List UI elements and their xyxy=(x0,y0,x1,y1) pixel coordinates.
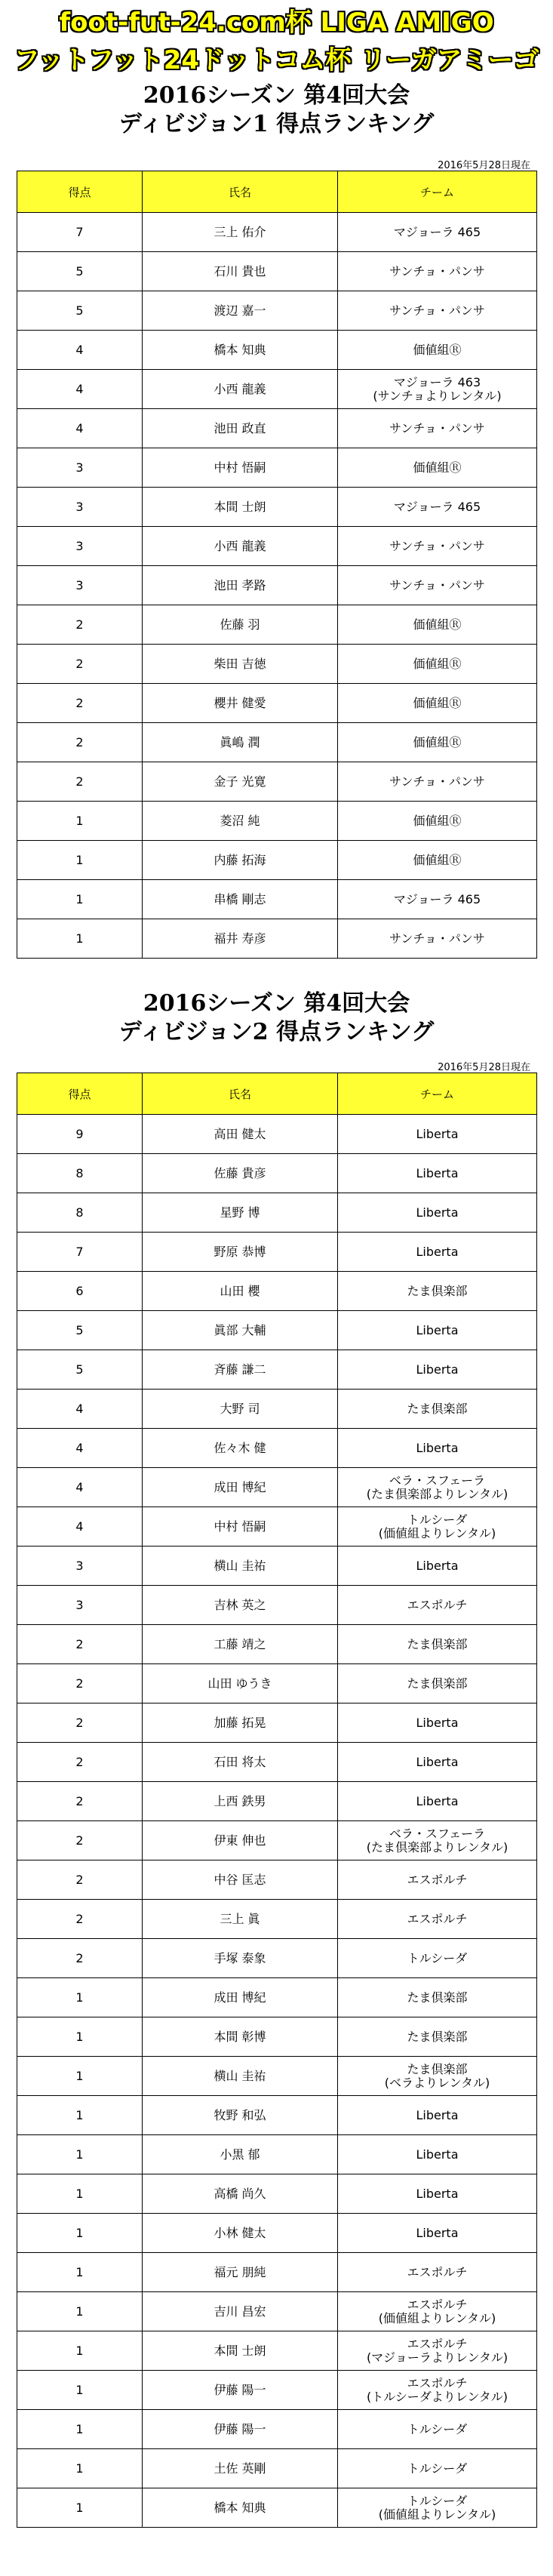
player-name-cell: 佐藤 貴彦 xyxy=(143,1154,338,1193)
team-cell: マジョーラ 465 xyxy=(338,880,537,919)
header-team: チーム xyxy=(338,171,537,213)
player-name-cell: 上西 鉄男 xyxy=(143,1782,338,1821)
team-cell: Liberta xyxy=(338,1703,537,1743)
team-cell: Liberta xyxy=(338,1782,537,1821)
table-row xyxy=(17,1860,537,1900)
player-name-cell: 伊藤 陽一 xyxy=(143,2410,338,2449)
table-row xyxy=(17,2253,537,2292)
header-name: 氏名 xyxy=(143,171,338,213)
goals-cell: 9 xyxy=(17,1115,143,1154)
header-goals: 得点 xyxy=(17,1073,143,1115)
player-name-cell: 星野 博 xyxy=(143,1193,338,1233)
table-row xyxy=(17,1390,537,1429)
goals-cell: 1 xyxy=(17,2017,143,2057)
player-name-cell: 櫻井 健愛 xyxy=(143,684,338,723)
table-row xyxy=(17,331,537,370)
team-cell: Liberta xyxy=(338,2214,537,2253)
goals-cell: 3 xyxy=(17,527,143,566)
table-row xyxy=(17,2292,537,2331)
team-cell: サンチョ・パンサ xyxy=(338,566,537,605)
goals-cell: 1 xyxy=(17,2331,143,2371)
table-row xyxy=(17,1586,537,1625)
team-cell: エスポルチ (マジョーラよりレンタル) xyxy=(338,2331,537,2371)
player-name-cell: 池田 孝路 xyxy=(143,566,338,605)
team-cell: Liberta xyxy=(338,1429,537,1468)
goals-cell: 2 xyxy=(17,605,143,645)
player-name-cell: 小西 龍義 xyxy=(143,370,338,409)
player-name-cell: 眞部 大輔 xyxy=(143,1311,338,1350)
player-name-cell: 金子 光寛 xyxy=(143,762,338,802)
table-row xyxy=(17,2214,537,2253)
goals-cell: 1 xyxy=(17,2371,143,2410)
table-row xyxy=(17,2174,537,2214)
team-cell: エスポルチ xyxy=(338,1586,537,1625)
goals-cell: 8 xyxy=(17,1154,143,1193)
team-cell: 価値組Ⓡ xyxy=(338,645,537,684)
goals-cell: 1 xyxy=(17,802,143,841)
table-row xyxy=(17,409,537,448)
header-team: チーム xyxy=(338,1073,537,1115)
goals-cell: 2 xyxy=(17,1703,143,1743)
table-row xyxy=(17,684,537,723)
team-cell: サンチョ・パンサ xyxy=(338,291,537,331)
table-row xyxy=(17,448,537,488)
player-name-cell: 成田 博紀 xyxy=(143,1978,338,2017)
player-name-cell: 本間 彰博 xyxy=(143,2017,338,2057)
table-row xyxy=(17,1625,537,1664)
team-cell: たま倶楽部 xyxy=(338,2017,537,2057)
player-name-cell: 眞嶋 潤 xyxy=(143,723,338,762)
table-row xyxy=(17,1115,537,1154)
goals-cell: 1 xyxy=(17,1978,143,2017)
goals-cell: 4 xyxy=(17,409,143,448)
team-cell: たま倶楽部 xyxy=(338,1978,537,2017)
team-cell: マジョーラ 465 xyxy=(338,213,537,252)
table-row xyxy=(17,1743,537,1782)
table-row xyxy=(17,2057,537,2096)
team-cell: ベラ・スフェーラ (たま倶楽部よりレンタル) xyxy=(338,1468,537,1507)
team-cell: エスポルチ xyxy=(338,1860,537,1900)
player-name-cell: 本間 士朗 xyxy=(143,488,338,527)
team-cell: ベラ・スフェーラ (たま倶楽部よりレンタル) xyxy=(338,1821,537,1860)
team-cell: Liberta xyxy=(338,2135,537,2174)
table-row xyxy=(17,1782,537,1821)
table-row xyxy=(17,762,537,802)
team-cell: Liberta xyxy=(338,1233,537,1272)
team-cell: Liberta xyxy=(338,1547,537,1586)
team-cell: 価値組Ⓡ xyxy=(338,605,537,645)
banner-line-2: フットフット24ドットコム杯 リーガアミーゴ xyxy=(14,45,539,75)
player-name-cell: 小黒 郁 xyxy=(143,2135,338,2174)
table-row xyxy=(17,370,537,409)
player-name-cell: 石田 将太 xyxy=(143,1743,338,1782)
player-name-cell: 池田 政直 xyxy=(143,409,338,448)
div1-ranking-table xyxy=(17,171,537,959)
header-goals: 得点 xyxy=(17,171,143,213)
player-name-cell: 中村 悟嗣 xyxy=(143,448,338,488)
table-row xyxy=(17,2410,537,2449)
player-name-cell: 工藤 靖之 xyxy=(143,1625,338,1664)
table-row xyxy=(17,1350,537,1390)
goals-cell: 3 xyxy=(17,566,143,605)
table-row xyxy=(17,1193,537,1233)
team-cell: サンチョ・パンサ xyxy=(338,527,537,566)
div1-as-of-date: 2016年5月28日現在 xyxy=(438,160,530,171)
player-name-cell: 菱沼 純 xyxy=(143,802,338,841)
player-name-cell: 横山 圭祐 xyxy=(143,2057,338,2096)
team-cell: Liberta xyxy=(338,1115,537,1154)
team-cell: サンチョ・パンサ xyxy=(338,409,537,448)
table-row xyxy=(17,291,537,331)
table-header-row xyxy=(17,1073,537,1115)
table-row xyxy=(17,1547,537,1586)
player-name-cell: 柴田 吉徳 xyxy=(143,645,338,684)
table-row xyxy=(17,1664,537,1703)
goals-cell: 2 xyxy=(17,1900,143,1939)
table-row xyxy=(17,213,537,252)
goals-cell: 1 xyxy=(17,2135,143,2174)
table-row xyxy=(17,1900,537,1939)
player-name-cell: 小西 龍義 xyxy=(143,527,338,566)
team-cell: たま倶楽部 (ベラよりレンタル) xyxy=(338,2057,537,2096)
goals-cell: 4 xyxy=(17,1468,143,1507)
player-name-cell: 三上 眞 xyxy=(143,1900,338,1939)
team-cell: サンチョ・パンサ xyxy=(338,919,537,959)
div1-title-line-2: ディビジョン1 得点ランキング xyxy=(118,111,435,137)
player-name-cell: 牧野 和弘 xyxy=(143,2096,338,2135)
table-row xyxy=(17,566,537,605)
player-name-cell: 吉林 英之 xyxy=(143,1586,338,1625)
table-row xyxy=(17,880,537,919)
goals-cell: 7 xyxy=(17,213,143,252)
player-name-cell: 三上 佑介 xyxy=(143,213,338,252)
table-row xyxy=(17,1978,537,2017)
table-header-row xyxy=(17,171,537,213)
player-name-cell: 佐々木 健 xyxy=(143,1429,338,1468)
team-cell: Liberta xyxy=(338,1743,537,1782)
team-cell: サンチョ・パンサ xyxy=(338,252,537,291)
table-row xyxy=(17,2331,537,2371)
team-cell: Liberta xyxy=(338,1311,537,1350)
team-cell: サンチョ・パンサ xyxy=(338,762,537,802)
div2-ranking-table xyxy=(17,1073,537,2528)
player-name-cell: 福元 朋純 xyxy=(143,2253,338,2292)
table-row xyxy=(17,2488,537,2528)
goals-cell: 4 xyxy=(17,1507,143,1547)
player-name-cell: 渡辺 嘉一 xyxy=(143,291,338,331)
player-name-cell: 伊藤 陽一 xyxy=(143,2371,338,2410)
player-name-cell: 手塚 泰象 xyxy=(143,1939,338,1978)
goals-cell: 1 xyxy=(17,2057,143,2096)
player-name-cell: 高田 健太 xyxy=(143,1115,338,1154)
table-row xyxy=(17,2017,537,2057)
goals-cell: 1 xyxy=(17,2214,143,2253)
team-cell: エスポルチ xyxy=(338,1900,537,1939)
player-name-cell: 福井 寿彦 xyxy=(143,919,338,959)
goals-cell: 1 xyxy=(17,880,143,919)
team-cell: たま倶楽部 xyxy=(338,1390,537,1429)
goals-cell: 5 xyxy=(17,1350,143,1390)
goals-cell: 4 xyxy=(17,331,143,370)
player-name-cell: 中村 悟嗣 xyxy=(143,1507,338,1547)
player-name-cell: 小林 健太 xyxy=(143,2214,338,2253)
team-cell: 価値組Ⓡ xyxy=(338,802,537,841)
player-name-cell: 土佐 英剛 xyxy=(143,2449,338,2488)
goals-cell: 1 xyxy=(17,2410,143,2449)
team-cell: Liberta xyxy=(338,2174,537,2214)
table-row xyxy=(17,1233,537,1272)
goals-cell: 1 xyxy=(17,2253,143,2292)
table-row xyxy=(17,488,537,527)
goals-cell: 5 xyxy=(17,1311,143,1350)
team-cell: トルシーダ (価値組よりレンタル) xyxy=(338,2488,537,2528)
player-name-cell: 斉藤 謙二 xyxy=(143,1350,338,1390)
goals-cell: 1 xyxy=(17,2292,143,2331)
goals-cell: 4 xyxy=(17,1390,143,1429)
goals-cell: 2 xyxy=(17,1782,143,1821)
goals-cell: 5 xyxy=(17,252,143,291)
table-row xyxy=(17,1468,537,1507)
table-row xyxy=(17,1821,537,1860)
player-name-cell: 中谷 匡志 xyxy=(143,1860,338,1900)
table-row xyxy=(17,2096,537,2135)
team-cell: 価値組Ⓡ xyxy=(338,841,537,880)
player-name-cell: 橋本 知典 xyxy=(143,2488,338,2528)
div1-title-line-1: 2016シーズン 第4回大会 xyxy=(143,82,410,109)
team-cell: たま倶楽部 xyxy=(338,1625,537,1664)
player-name-cell: 横山 圭祐 xyxy=(143,1547,338,1586)
player-name-cell: 野原 恭博 xyxy=(143,1233,338,1272)
goals-cell: 7 xyxy=(17,1233,143,1272)
team-cell: たま倶楽部 xyxy=(338,1272,537,1311)
player-name-cell: 本間 士朗 xyxy=(143,2331,338,2371)
goals-cell: 1 xyxy=(17,841,143,880)
table-row xyxy=(17,527,537,566)
table-row xyxy=(17,1703,537,1743)
team-cell: Liberta xyxy=(338,1154,537,1193)
team-cell: エスポルチ xyxy=(338,2253,537,2292)
header-name: 氏名 xyxy=(143,1073,338,1115)
goals-cell: 2 xyxy=(17,762,143,802)
goals-cell: 4 xyxy=(17,1429,143,1468)
team-cell: Liberta xyxy=(338,1193,537,1233)
banner-line-1: foot-fut-24.com杯 LIGA AMIGO xyxy=(59,8,494,38)
team-cell: 価値組Ⓡ xyxy=(338,684,537,723)
table-row xyxy=(17,1272,537,1311)
player-name-cell: 伊東 伸也 xyxy=(143,1821,338,1860)
team-cell: Liberta xyxy=(338,1350,537,1390)
goals-cell: 8 xyxy=(17,1193,143,1233)
goals-cell: 3 xyxy=(17,448,143,488)
team-cell: エスポルチ (トルシーダよりレンタル) xyxy=(338,2371,537,2410)
team-cell: トルシーダ xyxy=(338,2410,537,2449)
goals-cell: 1 xyxy=(17,2488,143,2528)
goals-cell: 1 xyxy=(17,2449,143,2488)
goals-cell: 3 xyxy=(17,488,143,527)
team-cell: トルシーダ (価値組よりレンタル) xyxy=(338,1507,537,1547)
table-row xyxy=(17,802,537,841)
table-row xyxy=(17,1154,537,1193)
table-row xyxy=(17,2449,537,2488)
player-name-cell: 山田 ゆうき xyxy=(143,1664,338,1703)
goals-cell: 2 xyxy=(17,645,143,684)
player-name-cell: 串橋 剛志 xyxy=(143,880,338,919)
goals-cell: 6 xyxy=(17,1272,143,1311)
player-name-cell: 石川 貴也 xyxy=(143,252,338,291)
table-row xyxy=(17,645,537,684)
goals-cell: 1 xyxy=(17,2096,143,2135)
div2-as-of-date: 2016年5月28日現在 xyxy=(438,1062,530,1073)
team-cell: 価値組Ⓡ xyxy=(338,448,537,488)
team-cell: 価値組Ⓡ xyxy=(338,723,537,762)
table-row xyxy=(17,1939,537,1978)
team-cell: たま倶楽部 xyxy=(338,1664,537,1703)
table-row xyxy=(17,919,537,959)
player-name-cell: 佐藤 羽 xyxy=(143,605,338,645)
team-cell: エスポルチ (価値組よりレンタル) xyxy=(338,2292,537,2331)
goals-cell: 2 xyxy=(17,1664,143,1703)
team-cell: マジョーラ 463 (サンチョよりレンタル) xyxy=(338,370,537,409)
table-row xyxy=(17,1311,537,1350)
team-cell: トルシーダ xyxy=(338,1939,537,1978)
player-name-cell: 内藤 拓海 xyxy=(143,841,338,880)
table-row xyxy=(17,252,537,291)
table-row xyxy=(17,2135,537,2174)
div2-title-line-2: ディビジョン2 得点ランキング xyxy=(118,1019,435,1045)
goals-cell: 2 xyxy=(17,1939,143,1978)
table-row xyxy=(17,1507,537,1547)
goals-cell: 2 xyxy=(17,1625,143,1664)
table-row xyxy=(17,1429,537,1468)
table-row xyxy=(17,723,537,762)
player-name-cell: 吉川 昌宏 xyxy=(143,2292,338,2331)
goals-cell: 3 xyxy=(17,1586,143,1625)
goals-cell: 2 xyxy=(17,684,143,723)
goals-cell: 2 xyxy=(17,1821,143,1860)
div2-title-line-1: 2016シーズン 第4回大会 xyxy=(143,990,410,1017)
player-name-cell: 山田 櫻 xyxy=(143,1272,338,1311)
goals-cell: 3 xyxy=(17,1547,143,1586)
team-cell: マジョーラ 465 xyxy=(338,488,537,527)
goals-cell: 5 xyxy=(17,291,143,331)
team-cell: トルシーダ xyxy=(338,2449,537,2488)
team-cell: Liberta xyxy=(338,2096,537,2135)
goals-cell: 2 xyxy=(17,1860,143,1900)
goals-cell: 4 xyxy=(17,370,143,409)
player-name-cell: 橋本 知典 xyxy=(143,331,338,370)
goals-cell: 1 xyxy=(17,919,143,959)
player-name-cell: 加藤 拓晃 xyxy=(143,1703,338,1743)
table-row xyxy=(17,2371,537,2410)
player-name-cell: 大野 司 xyxy=(143,1390,338,1429)
player-name-cell: 高橋 尚久 xyxy=(143,2174,338,2214)
goals-cell: 2 xyxy=(17,723,143,762)
player-name-cell: 成田 博紀 xyxy=(143,1468,338,1507)
table-row xyxy=(17,841,537,880)
goals-cell: 2 xyxy=(17,1743,143,1782)
goals-cell: 1 xyxy=(17,2174,143,2214)
team-cell: 価値組Ⓡ xyxy=(338,331,537,370)
table-row xyxy=(17,605,537,645)
